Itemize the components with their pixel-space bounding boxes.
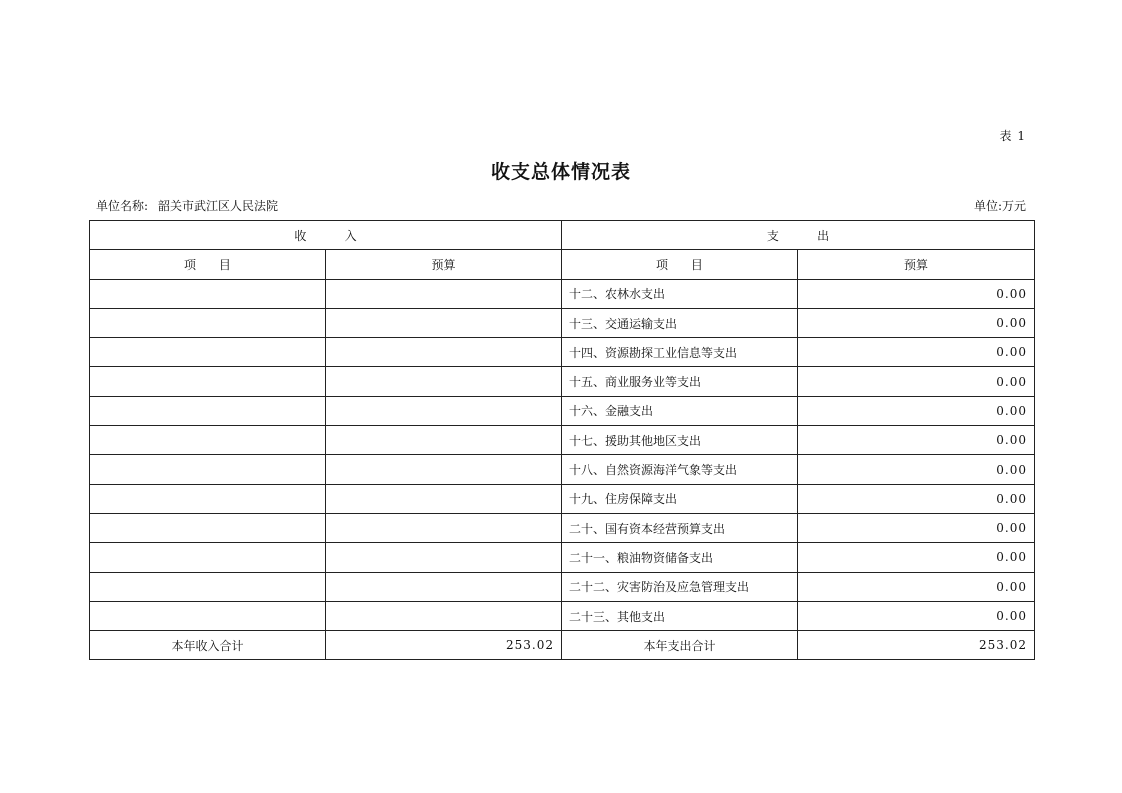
table-row bbox=[90, 338, 1035, 367]
income-item-column-header: 项 目 bbox=[90, 250, 326, 279]
income-item-cell bbox=[90, 601, 326, 630]
table-row bbox=[90, 543, 1035, 572]
table-row bbox=[90, 426, 1035, 455]
currency-unit: 单位:万元 bbox=[973, 199, 1026, 213]
income-budget-cell bbox=[326, 426, 562, 455]
expense-item-cell: 十四、资源勘探工业信息等支出 bbox=[562, 338, 798, 367]
income-item-cell bbox=[90, 426, 326, 455]
income-section-header: 收 入 bbox=[90, 221, 562, 250]
expense-item-cell: 十六、金融支出 bbox=[562, 396, 798, 425]
expense-item-cell: 十八、自然资源海洋气象等支出 bbox=[562, 455, 798, 484]
income-budget-cell bbox=[326, 279, 562, 308]
table-number: 表 1 bbox=[999, 129, 1026, 143]
expense-budget-cell: 0.00 bbox=[798, 396, 1035, 425]
income-total-label: 本年收入合计 bbox=[90, 631, 326, 660]
expense-budget-cell: 0.00 bbox=[798, 367, 1035, 396]
table-row bbox=[90, 484, 1035, 513]
expense-budget-cell: 0.00 bbox=[798, 513, 1035, 542]
expense-total-value: 253.02 bbox=[798, 631, 1035, 660]
income-budget-cell bbox=[326, 455, 562, 484]
table-row bbox=[90, 396, 1035, 425]
income-budget-cell bbox=[326, 513, 562, 542]
expense-item-column-header: 项 目 bbox=[562, 250, 798, 279]
expense-item-cell: 二十二、灾害防治及应急管理支出 bbox=[562, 572, 798, 601]
expense-section-header: 支 出 bbox=[562, 221, 1035, 250]
totals-row bbox=[90, 631, 1035, 660]
expense-budget-cell: 0.00 bbox=[798, 308, 1035, 337]
table-row bbox=[90, 601, 1035, 630]
expense-budget-cell: 0.00 bbox=[798, 455, 1035, 484]
unit-info bbox=[96, 197, 278, 214]
page-title: 收支总体情况表 bbox=[490, 161, 631, 183]
expense-item-cell: 十三、交通运输支出 bbox=[562, 308, 798, 337]
income-budget-cell bbox=[326, 396, 562, 425]
income-item-cell bbox=[90, 455, 326, 484]
income-budget-cell bbox=[326, 601, 562, 630]
income-item-cell bbox=[90, 543, 326, 572]
income-item-cell bbox=[90, 367, 326, 396]
table-row bbox=[90, 455, 1035, 484]
expense-item-cell: 十二、农林水支出 bbox=[562, 279, 798, 308]
income-budget-cell bbox=[326, 308, 562, 337]
income-item-cell bbox=[90, 279, 326, 308]
expense-budget-cell: 0.00 bbox=[798, 279, 1035, 308]
table-row bbox=[90, 279, 1035, 308]
expense-budget-cell: 0.00 bbox=[798, 601, 1035, 630]
expense-budget-cell: 0.00 bbox=[798, 338, 1035, 367]
table-row bbox=[90, 367, 1035, 396]
income-item-cell bbox=[90, 308, 326, 337]
expense-budget-cell: 0.00 bbox=[798, 543, 1035, 572]
expense-item-cell: 十九、住房保障支出 bbox=[562, 484, 798, 513]
income-budget-cell bbox=[326, 572, 562, 601]
expense-item-cell: 二十一、粮油物资储备支出 bbox=[562, 543, 798, 572]
income-budget-cell bbox=[326, 338, 562, 367]
income-item-cell bbox=[90, 484, 326, 513]
income-item-cell bbox=[90, 338, 326, 367]
expense-budget-cell: 0.00 bbox=[798, 426, 1035, 455]
expense-item-cell: 二十三、其他支出 bbox=[562, 601, 798, 630]
expense-item-cell: 二十、国有资本经营预算支出 bbox=[562, 513, 798, 542]
income-budget-cell bbox=[326, 367, 562, 396]
expense-budget-cell: 0.00 bbox=[798, 484, 1035, 513]
unit-name-label: 单位名称: bbox=[96, 199, 149, 213]
header-row-columns bbox=[90, 250, 1035, 279]
income-budget-column-header: 预算 bbox=[326, 250, 562, 279]
table-row bbox=[90, 572, 1035, 601]
meta-row bbox=[96, 197, 1026, 215]
income-budget-cell bbox=[326, 484, 562, 513]
header-row-sections bbox=[90, 221, 1035, 250]
income-item-cell bbox=[90, 572, 326, 601]
unit-name-value: 韶关市武江区人民法院 bbox=[158, 199, 279, 213]
income-item-cell bbox=[90, 513, 326, 542]
expense-total-label: 本年支出合计 bbox=[562, 631, 798, 660]
table-row bbox=[90, 308, 1035, 337]
expense-item-cell: 十五、商业服务业等支出 bbox=[562, 367, 798, 396]
table-row bbox=[90, 513, 1035, 542]
expense-budget-cell: 0.00 bbox=[798, 572, 1035, 601]
expense-budget-column-header: 预算 bbox=[798, 250, 1035, 279]
expense-item-cell: 十七、援助其他地区支出 bbox=[562, 426, 798, 455]
income-total-value: 253.02 bbox=[326, 631, 562, 660]
income-item-cell bbox=[90, 396, 326, 425]
budget-table bbox=[89, 220, 1035, 660]
income-budget-cell bbox=[326, 543, 562, 572]
